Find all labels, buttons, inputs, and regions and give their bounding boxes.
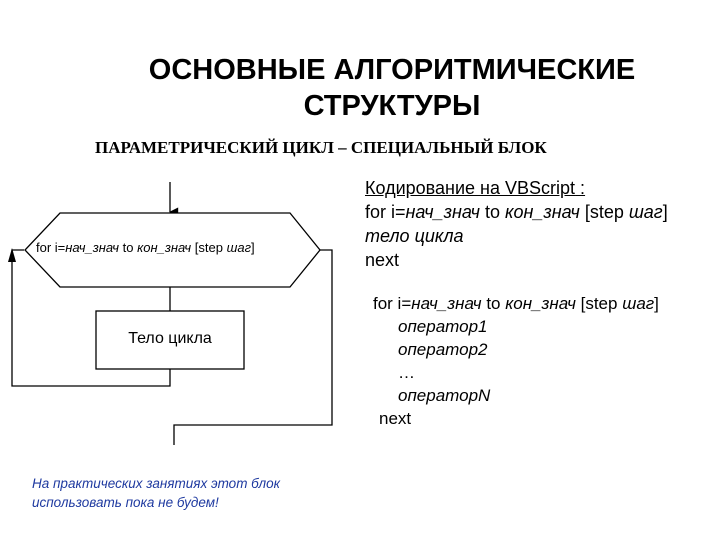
loop-header-text: for i=нач_знач to кон_знач [step шаг]: [36, 240, 255, 255]
coding-heading: Кодирование на VBScript :: [365, 178, 586, 198]
coding-next-line: next: [365, 250, 400, 270]
ellipsis-line: …: [398, 363, 415, 382]
full-for-line: for i=нач_знач to кон_знач [step шаг]: [373, 294, 659, 313]
coding-full-block: [373, 292, 659, 430]
coding-short-block: [365, 176, 668, 272]
loop-body-label: Тело цикла: [128, 330, 212, 347]
operator-2-line: оператор2: [398, 340, 488, 359]
title-line-1: ОСНОВНЫЕ АЛГОРИТМИЧЕСКИЕ: [148, 54, 636, 86]
practice-note: [32, 474, 280, 512]
slide-subtitle: ПАРАМЕТРИЧЕСКИЙ ЦИКЛ – СПЕЦИАЛЬНЫЙ БЛОК: [95, 138, 547, 157]
note-line-2: использовать пока не будем!: [32, 495, 219, 510]
title-line-2: СТРУКТУРЫ: [303, 90, 481, 122]
operator-n-line: операторN: [398, 386, 491, 405]
coding-body-line: тело цикла: [365, 226, 464, 246]
full-next-line: next: [379, 409, 412, 428]
note-line-1: На практических занятиях этот блок: [32, 476, 280, 491]
operator-1-line: оператор1: [398, 317, 488, 336]
coding-for-line: for i=нач_знач to кон_знач [step шаг]: [365, 202, 668, 222]
